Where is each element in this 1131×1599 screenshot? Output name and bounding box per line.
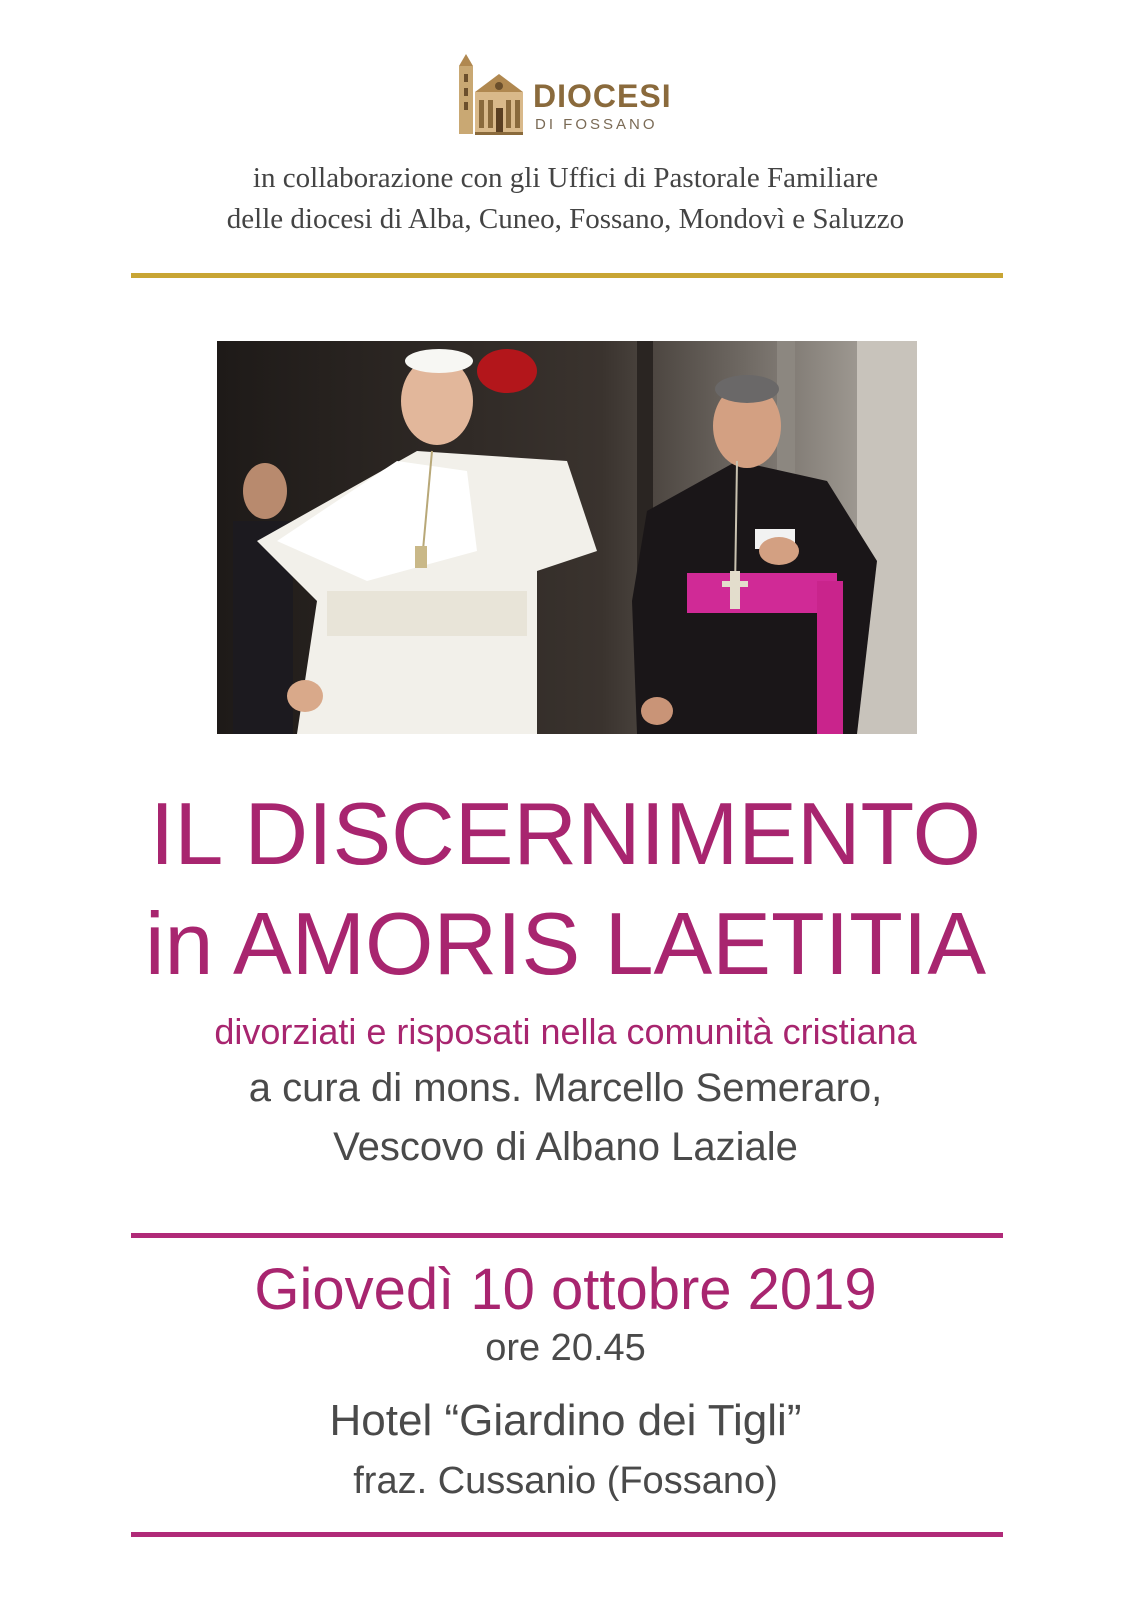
logo-subtitle: DI FOSSANO — [535, 116, 658, 133]
collaboration-line-2: delle diocesi di Alba, Cuneo, Fossano, Mondovì e Saluzzo — [226, 203, 905, 235]
photo-illustration — [217, 341, 917, 734]
event-venue: Hotel “Giardino dei Tigli” — [329, 1396, 802, 1445]
event-time: ore 20.45 — [485, 1327, 646, 1369]
event-photo — [217, 341, 917, 734]
collaboration-line-1: in collaborazione con gli Uffici di Pastorale Familiare — [252, 162, 879, 194]
curator-line-1: a cura di mons. Marcello Semeraro, — [248, 1066, 883, 1110]
gold-divider — [131, 273, 1003, 278]
logo-title: DIOCESI — [533, 78, 672, 114]
curator-line-2: Vescovo di Albano Laziale — [333, 1125, 798, 1169]
event-location: fraz. Cussanio (Fossano) — [353, 1460, 778, 1502]
diocese-logo — [455, 52, 685, 140]
magenta-divider-top — [131, 1233, 1003, 1238]
cathedral-icon — [455, 52, 525, 136]
magenta-divider-bottom — [131, 1532, 1003, 1537]
event-title-line-1: IL DISCERNIMENTO — [149, 784, 982, 883]
event-subtitle: divorziati e risposati nella comunità cristiana — [214, 1011, 917, 1052]
event-title-line-2: in AMORIS LAETITIA — [144, 894, 987, 993]
event-date: Giovedì 10 ottobre 2019 — [254, 1257, 877, 1322]
